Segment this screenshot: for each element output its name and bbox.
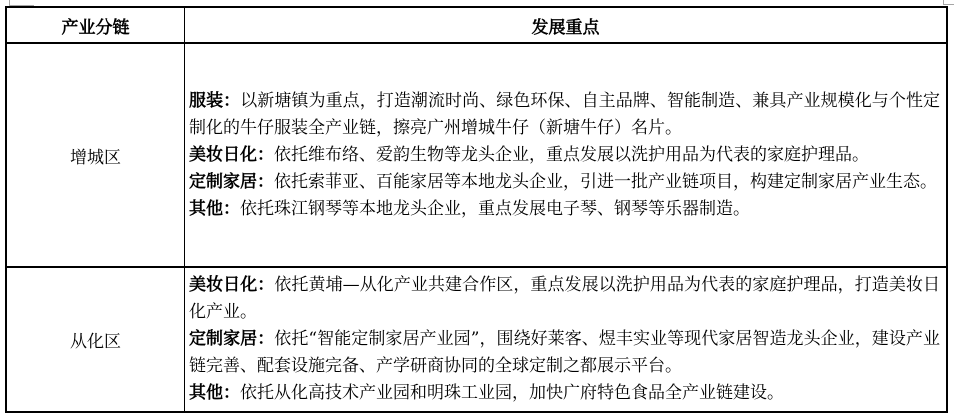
focus-cell-zengcheng (185, 44, 946, 268)
category-text: 依托从化高技术产业园和明珠工业园，加快广府特色食品全产业链建设。 (240, 383, 784, 403)
industry-focus-table (5, 6, 948, 413)
region-cell-conghua: 从化区 (7, 268, 185, 411)
column-header-development-focus: 发展重点 (185, 8, 946, 44)
focus-paragraph-beauty (189, 272, 940, 326)
column-header-industry-chain: 产业分链 (7, 8, 185, 44)
region-cell-zengcheng: 增城区 (7, 44, 185, 268)
focus-paragraph-other (189, 380, 940, 407)
focus-cell-conghua (185, 268, 946, 411)
focus-paragraph-clothing (189, 88, 940, 142)
category-text: 依托索菲亚、百能家居等本地龙头企业，引进一批产业链项目，构建定制家居产业生态。 (274, 171, 937, 192)
focus-paragraph-other (189, 196, 940, 223)
category-label: 定制家居： (189, 171, 274, 192)
focus-paragraph-beauty (189, 142, 940, 169)
category-text: 依托维布络、爱韵生物等龙头企业，重点发展以洗护用品为代表的家庭护理品。 (274, 144, 869, 165)
category-label: 服装： (189, 90, 241, 111)
category-label: 美妆日化： (189, 144, 274, 165)
table-corner-fragment-right (943, 0, 954, 5)
category-text: 以新塘镇为重点，打造潮流时尚、绿色环保、自主品牌、智能制造、兼具产业规模化与个性定制化的牛仔服装全产业链，擦亮广州增城牛仔（新塘牛仔）名片。 (189, 90, 941, 138)
category-label: 美妆日化： (189, 275, 275, 295)
category-label: 定制家居： (189, 329, 275, 349)
focus-paragraph-custom-furniture (189, 326, 940, 380)
category-text: 依托珠江钢琴等本地龙头企业，重点发展电子琴、钢琴等乐器制造。 (240, 198, 750, 219)
focus-paragraph-custom-furniture (189, 169, 940, 196)
category-text: 依托黄埔—从化产业共建合作区，重点发展以洗护用品为代表的家庭护理品，打造美妆日化产业。 (189, 275, 941, 322)
category-label: 其他： (189, 198, 240, 219)
category-text: 依托“智能定制家居产业园”，围绕好莱客、煜丰实业等现代家居智造龙头企业，建设产业链完善、配套设施完备、产学研商协同的全球定制之都展示平台。 (189, 329, 940, 376)
category-label: 其他： (189, 383, 240, 403)
